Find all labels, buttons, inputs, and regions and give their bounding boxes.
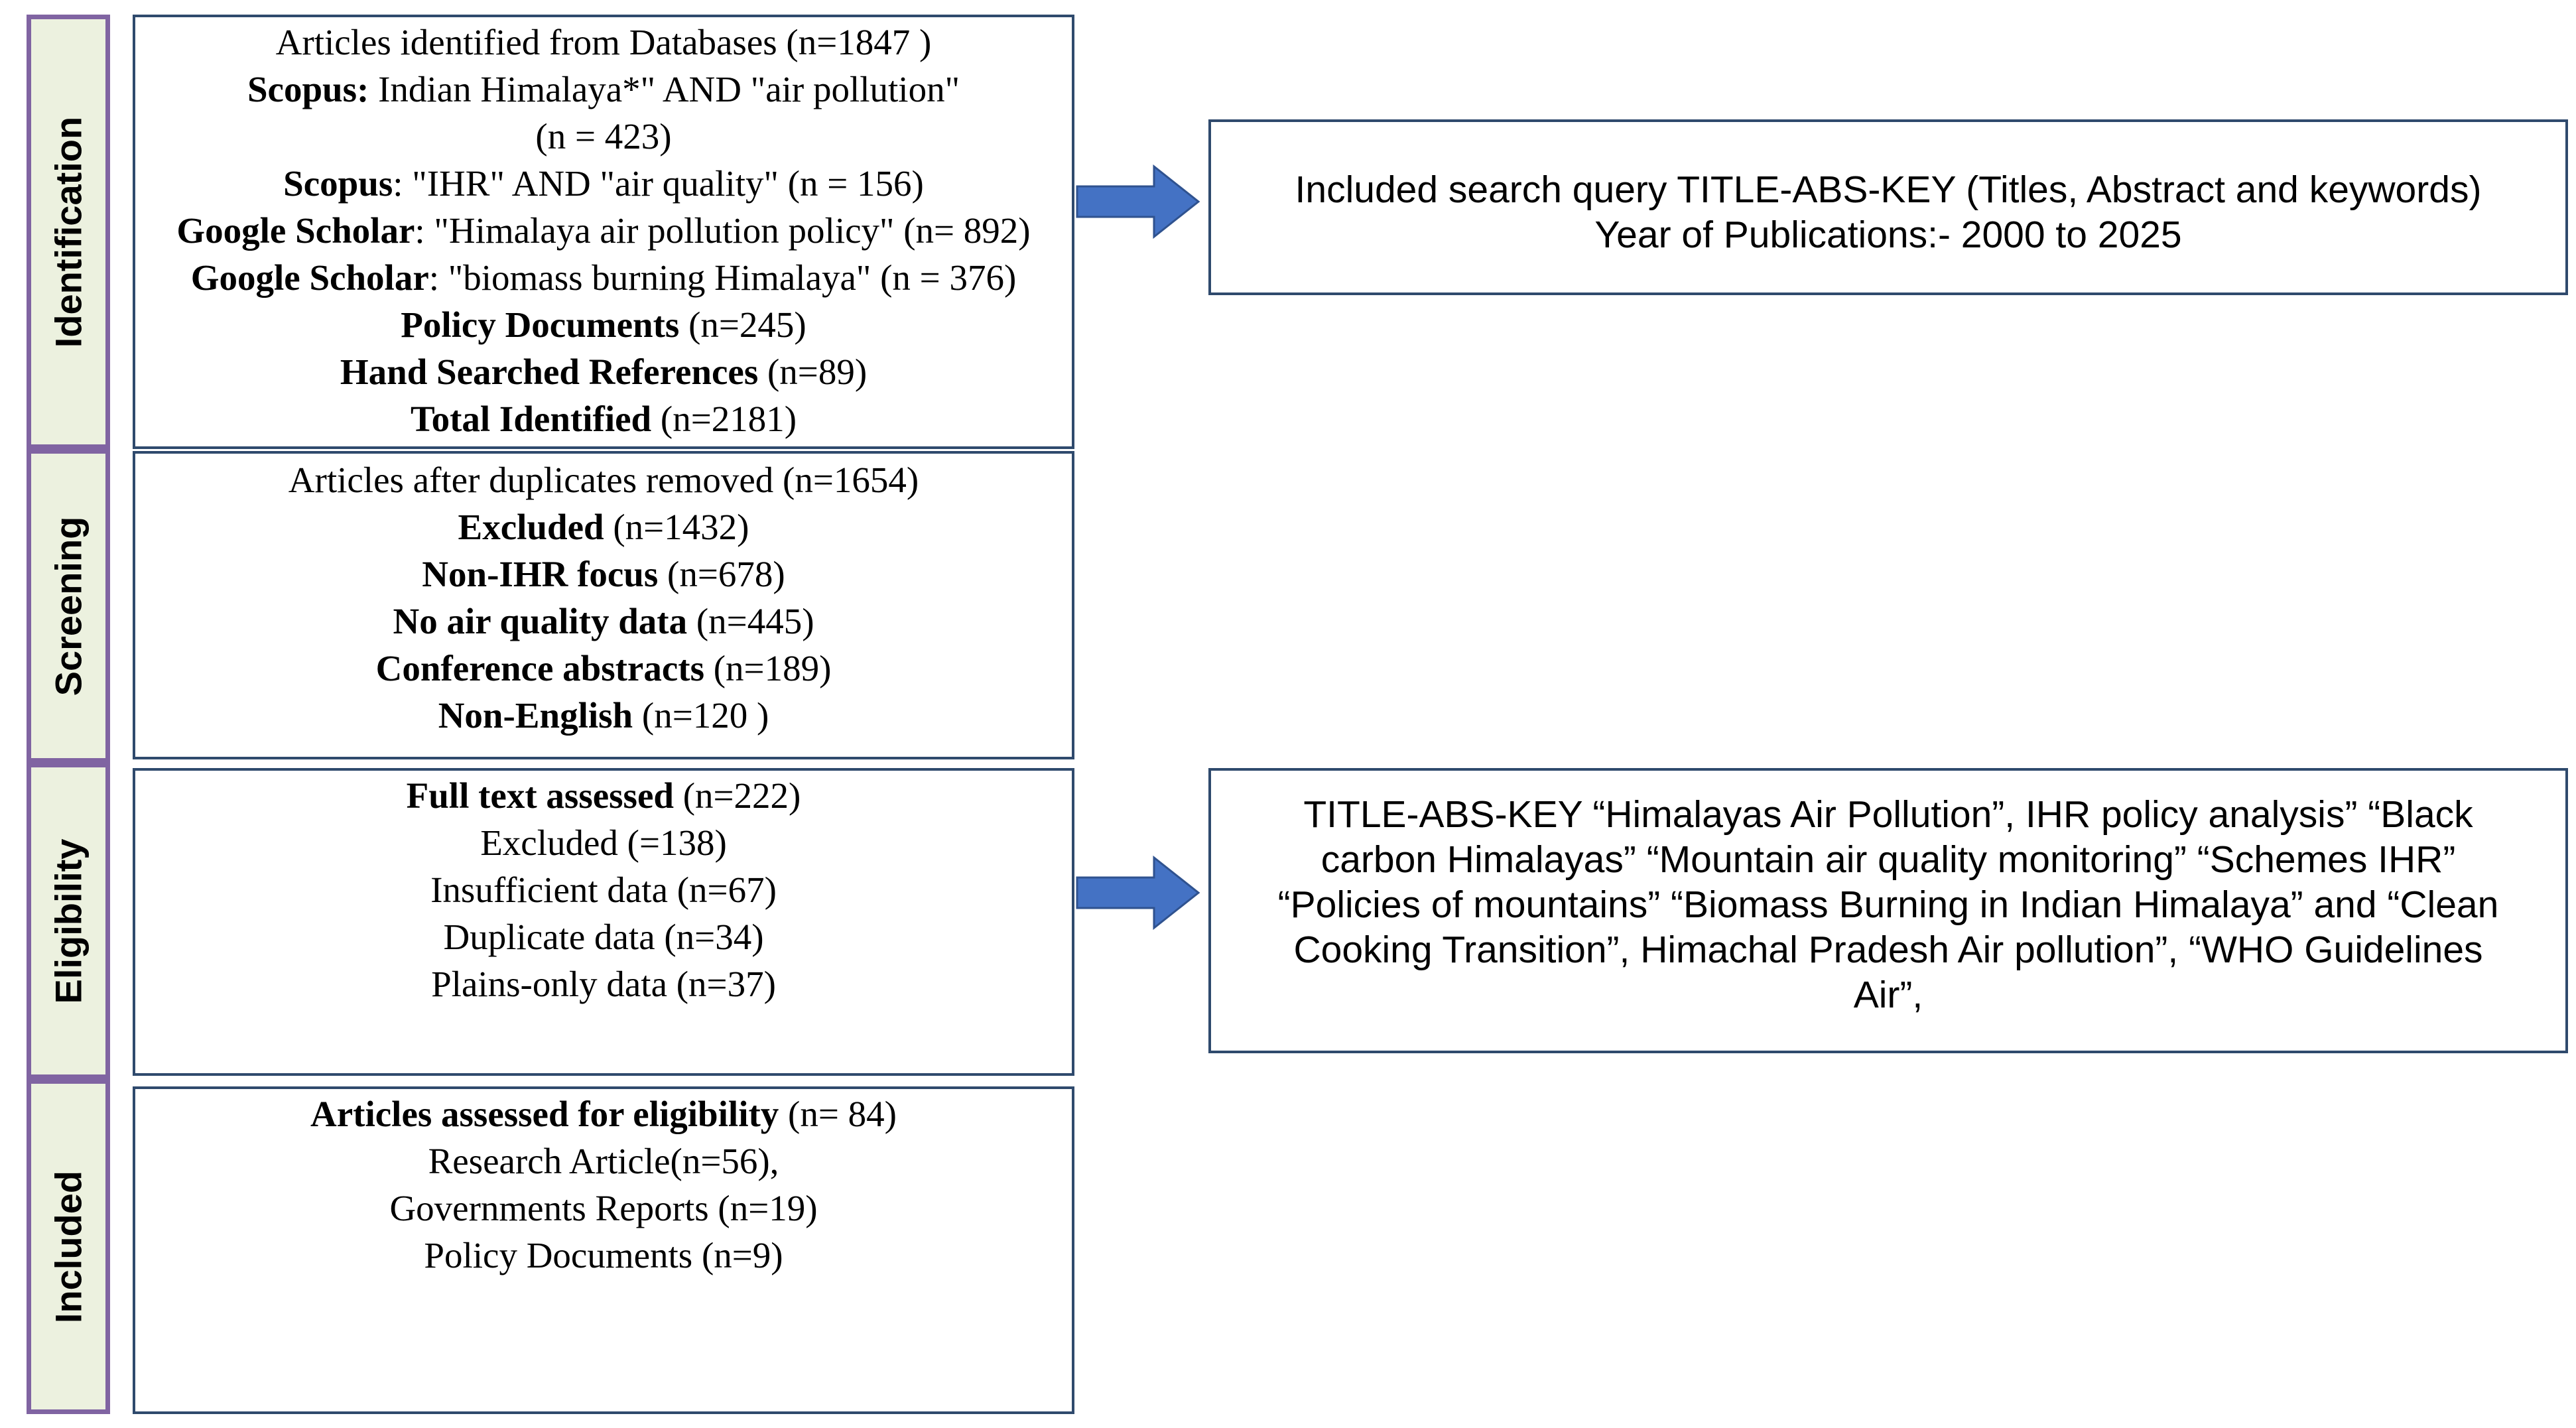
keywords-line: “Policies of mountains” “Biomass Burning in Indian Himalaya” and “Clean bbox=[1277, 883, 2499, 926]
keywords-box bbox=[1208, 768, 2568, 1053]
eligibility-box bbox=[133, 768, 1074, 1076]
screening-line: Excluded (n=1432) bbox=[458, 507, 749, 547]
stage-eligibility bbox=[27, 763, 110, 1079]
included-box bbox=[133, 1086, 1074, 1414]
screening-line: Conference abstracts (n=189) bbox=[375, 648, 832, 688]
search-query-line: Year of Publications:- 2000 to 2025 bbox=[1594, 214, 2182, 256]
search-query-line: Included search query TITLE-ABS-KEY (Titles, Abstract and keywords) bbox=[1295, 168, 2482, 211]
screening-line: No air quality data (n=445) bbox=[393, 601, 814, 641]
keywords-line: TITLE-ABS-KEY “Himalayas Air Pollution”, IHR policy analysis” “Black bbox=[1303, 793, 2473, 836]
identification-arrow bbox=[1076, 164, 1200, 239]
identification-line: Google Scholar: "Himalaya air pollution policy" (n= 892) bbox=[176, 210, 1031, 251]
included-line: Policy Documents (n=9) bbox=[424, 1235, 783, 1275]
identification-line: Articles identified from Databases (n=1847 ) bbox=[275, 22, 932, 62]
screening-line: Non-English (n=120 ) bbox=[438, 695, 769, 736]
keywords-line: Cooking Transition”, Himachal Pradesh Air pollution”, “WHO Guidelines bbox=[1293, 929, 2483, 971]
screening-line: Articles after duplicates removed (n=1654) bbox=[288, 460, 919, 500]
identification-line: Hand Searched References (n=89) bbox=[340, 352, 868, 392]
identification-line: (n = 423) bbox=[535, 116, 672, 157]
screening-line: Non-IHR focus (n=678) bbox=[422, 554, 785, 594]
eligibility-line: Insufficient data (n=67) bbox=[430, 870, 777, 910]
keywords-line: Air”, bbox=[1853, 974, 1923, 1016]
keywords-line: carbon Himalayas” “Mountain air quality monitoring” “Schemes IHR” bbox=[1320, 838, 2456, 881]
screening-box bbox=[133, 451, 1074, 759]
stage-label-identification: Identification bbox=[47, 116, 90, 348]
stage-identification bbox=[27, 15, 110, 449]
included-line: Research Article(n=56), bbox=[428, 1141, 779, 1181]
eligibility-line: Duplicate data (n=34) bbox=[443, 917, 764, 957]
stage-label-screening: Screening bbox=[47, 516, 90, 696]
stage-screening bbox=[27, 449, 110, 763]
search-query-box bbox=[1208, 119, 2568, 295]
included-line: Articles assessed for eligibility (n= 84) bbox=[310, 1094, 897, 1134]
identification-line: Scopus: Indian Himalaya*" AND "air pollution" bbox=[247, 69, 960, 109]
identification-line: Scopus: "IHR" AND "air quality" (n = 156) bbox=[283, 163, 924, 204]
identification-line: Policy Documents (n=245) bbox=[401, 304, 806, 345]
stage-label-included: Included bbox=[47, 1170, 90, 1323]
stage-label-eligibility: Eligibility bbox=[47, 838, 90, 1004]
identification-line: Total Identified (n=2181) bbox=[410, 399, 797, 439]
identification-line: Google Scholar: "biomass burning Himalaya" (n = 376) bbox=[190, 257, 1017, 298]
eligibility-line: Excluded (=138) bbox=[480, 822, 727, 863]
eligibility-arrow bbox=[1076, 856, 1200, 930]
included-line: Governments Reports (n=19) bbox=[389, 1188, 818, 1228]
stage-included bbox=[27, 1079, 110, 1414]
eligibility-line: Full text assessed (n=222) bbox=[406, 775, 801, 816]
identification-box bbox=[133, 15, 1074, 449]
eligibility-line: Plains-only data (n=37) bbox=[431, 964, 776, 1004]
